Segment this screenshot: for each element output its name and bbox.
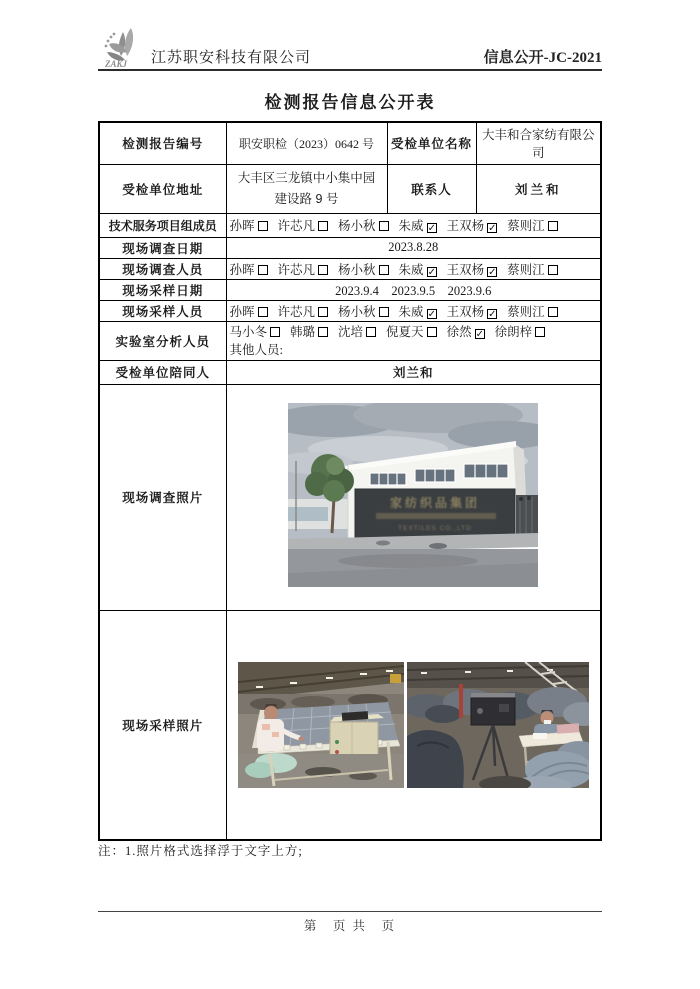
member-item [399, 302, 437, 320]
member-item [399, 216, 437, 234]
companion-label: 受检单位陪同人 [99, 360, 226, 384]
member-item [278, 260, 329, 278]
member-name: 蔡则江 [507, 304, 545, 319]
sampling-photo-1 [238, 662, 404, 788]
member-item [507, 302, 558, 320]
member-item [230, 260, 268, 278]
row-sampling-date [99, 279, 601, 300]
row-team [99, 213, 601, 237]
lab-staff-checklist [230, 323, 598, 341]
member-name: 倪夏天 [386, 324, 424, 339]
survey-staff-label: 现场调查人员 [99, 258, 226, 279]
member-name: 王双杨 [446, 262, 485, 277]
unit-name-label: 受检单位名称 [387, 122, 476, 164]
lab-others-label: 其他人员: [229, 342, 283, 357]
checkbox-checked-icon: ✓ [488, 223, 497, 234]
survey-date-label: 现场调查日期 [99, 237, 226, 258]
unit-addr-line2: 建设路 9 号 [274, 191, 339, 206]
member-name: 蔡则江 [507, 262, 545, 277]
member-name: 王双杨 [446, 219, 485, 233]
member-item [278, 302, 329, 320]
report-no-label: 检测报告编号 [99, 122, 226, 164]
sign-subtext: TEXTILES CO.,LTD [398, 525, 473, 532]
sampling-date-value: 2023.9.4 2023.9.5 2023.9.6 [226, 279, 601, 300]
checkbox-unchecked-icon [318, 265, 328, 275]
logo-text: ZAKJ [105, 59, 128, 69]
member-item [230, 302, 268, 320]
page-title: 检测报告信息公开表 [264, 93, 436, 112]
checkbox-unchecked-icon [548, 265, 558, 275]
companion-value: 刘兰和 [226, 360, 601, 384]
doc-code: 信息公开-JC-2021 [483, 50, 602, 66]
survey-photo-cell [226, 384, 601, 610]
member-item [230, 216, 268, 234]
member-name: 孙晖 [229, 219, 255, 233]
member-item [399, 260, 437, 278]
member-item [278, 216, 329, 234]
checkbox-unchecked-icon [427, 327, 437, 337]
sampling-staff-label: 现场采样人员 [99, 300, 226, 321]
survey-staff-cell [226, 258, 601, 279]
member-name: 韩璐 [290, 324, 316, 339]
member-name: 徐然 [446, 324, 472, 339]
checkbox-unchecked-icon [535, 327, 545, 337]
member-name: 徐朗梓 [494, 324, 533, 339]
member-item [338, 216, 389, 234]
member-name: 杨小秋 [338, 262, 376, 277]
unit-addr-label: 受检单位地址 [99, 164, 226, 213]
checkbox-unchecked-icon [318, 327, 328, 337]
checkbox-unchecked-icon [366, 327, 376, 337]
row-companion [99, 360, 601, 384]
lab-staff-label: 实验室分析人员 [99, 321, 226, 360]
note-text: 注：1.照片格式选择浮于文字上方; [98, 844, 303, 858]
member-item [338, 302, 389, 320]
row-survey-staff [99, 258, 601, 279]
sampling-staff-checklist [230, 302, 598, 320]
member-name: 沈培 [338, 324, 364, 339]
contact-label: 联系人 [387, 164, 476, 213]
member-item [230, 323, 281, 341]
member-name: 朱威 [398, 262, 424, 277]
member-item [447, 260, 498, 278]
survey-date-value: 2023.8.28 [226, 237, 601, 258]
team-members-cell [226, 213, 601, 237]
member-name: 马小冬 [229, 324, 268, 339]
checkbox-checked-icon: ✓ [488, 266, 497, 278]
checkbox-unchecked-icon [318, 221, 328, 231]
checkbox-unchecked-icon [379, 265, 389, 275]
header-rule [98, 69, 602, 71]
checkbox-unchecked-icon [258, 221, 268, 231]
member-name: 杨小秋 [338, 304, 376, 319]
page-number-text: 第 页 共 页 [303, 919, 397, 933]
sampling-staff-cell [226, 300, 601, 321]
row-sampling-staff [99, 300, 601, 321]
checkbox-checked-icon: ✓ [488, 308, 497, 320]
member-item [290, 323, 328, 341]
report-no-value: 职安职检（2023）0642 号 [226, 122, 387, 164]
team-label: 技术服务项目组成员 [99, 213, 226, 237]
company-logo-icon [99, 26, 149, 70]
checkbox-unchecked-icon [379, 307, 389, 317]
checkbox-checked-icon: ✓ [475, 328, 484, 340]
checkbox-checked-icon: ✓ [427, 308, 436, 320]
member-name: 杨小秋 [338, 219, 376, 233]
contact-value: 刘兰和 [476, 164, 601, 213]
checkbox-unchecked-icon [548, 307, 558, 317]
member-item [507, 260, 558, 278]
row-report-no [99, 122, 601, 164]
row-sampling-photo [99, 610, 601, 840]
sign-text: 家纺织品集团 [390, 496, 481, 510]
checkbox-unchecked-icon [258, 265, 268, 275]
member-item [338, 323, 376, 341]
survey-photo-label: 现场调查照片 [99, 384, 226, 610]
member-name: 孙晖 [229, 262, 255, 277]
sampling-photo-cell [226, 610, 601, 840]
row-address [99, 164, 601, 213]
member-item [495, 323, 546, 341]
sampling-photo-2 [407, 662, 589, 788]
sampling-photo-label: 现场采样照片 [99, 610, 226, 840]
member-name: 许芯凡 [277, 262, 316, 277]
checkbox-checked-icon: ✓ [427, 223, 436, 234]
member-name: 朱威 [398, 304, 424, 319]
row-survey-date [99, 237, 601, 258]
lab-staff-cell [226, 321, 601, 360]
survey-staff-checklist [230, 260, 598, 278]
company-name: 江苏职安科技有限公司 [151, 50, 312, 66]
checkbox-unchecked-icon [270, 327, 280, 337]
unit-name-value: 大丰和合家纺有限公司 [476, 122, 601, 164]
member-name: 许芯凡 [277, 219, 316, 233]
checkbox-unchecked-icon [318, 307, 328, 317]
checkbox-unchecked-icon [379, 221, 389, 231]
checkbox-unchecked-icon [548, 221, 558, 231]
survey-photo [288, 403, 538, 587]
member-item [447, 323, 485, 341]
report-info-table [98, 121, 602, 841]
member-item [507, 216, 558, 234]
unit-addr-value [226, 164, 387, 213]
sampling-date-label: 现场采样日期 [99, 279, 226, 300]
checkbox-checked-icon: ✓ [427, 266, 436, 278]
member-name: 王双杨 [446, 304, 485, 319]
checkbox-unchecked-icon [258, 307, 268, 317]
footer-rule [98, 911, 602, 912]
member-name: 朱威 [398, 219, 424, 233]
member-name: 蔡则江 [507, 219, 545, 233]
unit-addr-line1: 大丰区三龙镇中小集中园 [237, 170, 376, 185]
member-item [386, 323, 437, 341]
row-lab-staff [99, 321, 601, 360]
row-survey-photo [99, 384, 601, 610]
member-item [447, 216, 498, 234]
member-name: 许芯凡 [277, 304, 316, 319]
member-name: 孙晖 [229, 304, 255, 319]
member-item [338, 260, 389, 278]
member-item [447, 302, 498, 320]
team-checklist [230, 216, 598, 234]
